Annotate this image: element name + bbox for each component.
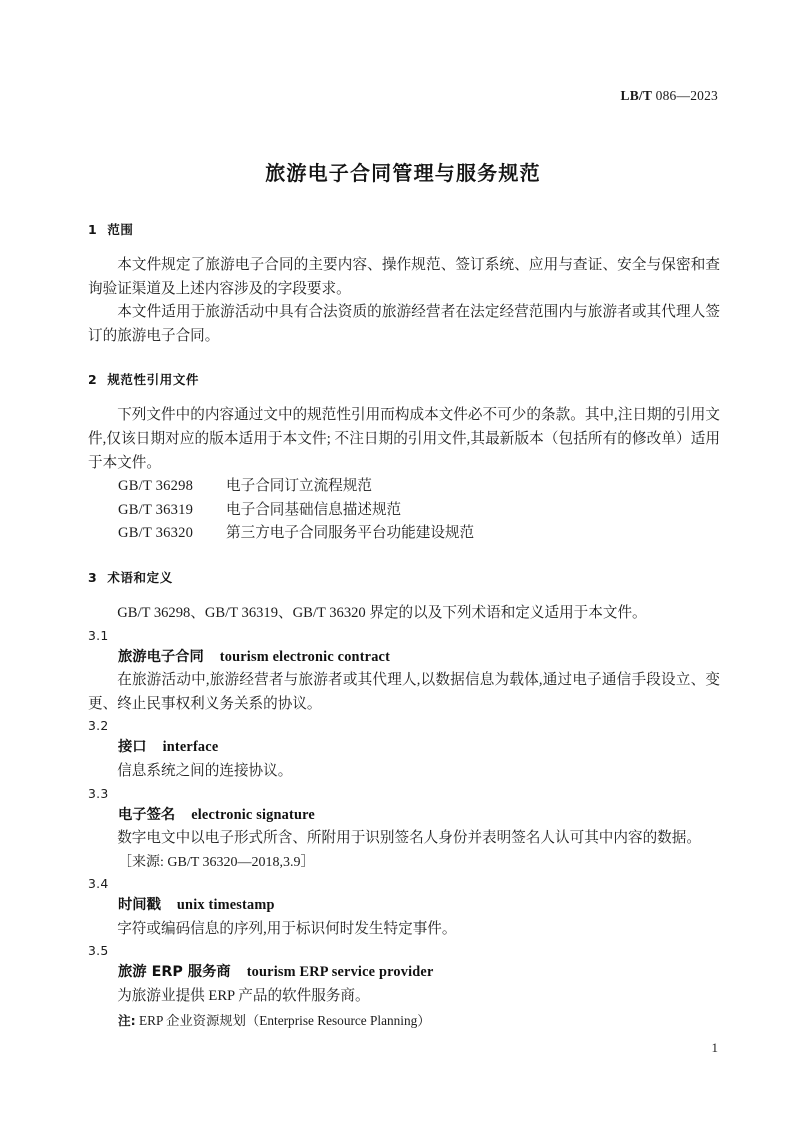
term-number: 3.5 <box>88 943 109 959</box>
term-note <box>88 1009 720 1033</box>
note-label: 注: <box>118 1012 136 1028</box>
term-number: 3.4 <box>88 876 109 892</box>
section-heading-3 <box>88 570 720 585</box>
reference-title: 电子合同订立流程规范 <box>226 478 372 495</box>
term-source-citation: ［来源: GB/T 36320—2018,3.9］ <box>118 854 315 870</box>
section-heading-1 <box>88 222 720 237</box>
term-entry-3-5 <box>88 941 720 1032</box>
term-entry-3-1 <box>88 626 720 717</box>
term-number: 3.1 <box>88 627 109 643</box>
term-number: 3.3 <box>88 785 109 801</box>
section-heading-2 <box>88 372 720 387</box>
term-definition: 数字电文中以电子形式所含、所附用于识别签名人身份并表明签名人认可其中内容的数据。 <box>117 830 701 847</box>
term-zh: 接口 <box>118 739 147 756</box>
term-heading <box>88 894 720 918</box>
term-en: unix timestamp <box>176 897 275 914</box>
term-definition: 字符或编码信息的序列,用于标识何时发生特定事件。 <box>117 920 457 937</box>
section-1-paragraph-1: 本文件规定了旅游电子合同的主要内容、操作规范、签订系统、应用与查证、安全与保密和查询验证渠道及上述内容涉及的字段要求。 <box>88 257 720 297</box>
term-entry-3-3 <box>88 784 720 875</box>
reference-id: GB/T 36298 <box>118 478 194 495</box>
section-title-3: 术语和定义 <box>107 569 173 585</box>
term-definition: 信息系统之间的连接协议。 <box>117 762 293 779</box>
term-heading <box>88 736 720 760</box>
running-header <box>88 88 718 104</box>
term-zh: 旅游 ERP 服务商 <box>118 964 231 981</box>
term-heading <box>88 804 720 828</box>
term-zh: 电子签名 <box>118 806 176 823</box>
term-definition: 为旅游业提供 ERP 产品的软件服务商。 <box>117 988 370 1005</box>
term-en: electronic signature <box>191 806 315 823</box>
term-zh: 旅游电子合同 <box>118 648 204 665</box>
standard-number: 086—2023 <box>655 88 718 103</box>
term-entry-3-2 <box>88 716 720 783</box>
term-en: tourism ERP service provider <box>246 964 434 981</box>
term-number: 3.2 <box>88 718 109 734</box>
term-heading <box>88 646 720 670</box>
section-number-3: 3 <box>88 569 98 585</box>
term-entry-3-4 <box>88 874 720 941</box>
term-en: interface <box>162 739 219 756</box>
section-title-2: 规范性引用文件 <box>107 372 200 388</box>
reference-title: 电子合同基础信息描述规范 <box>226 501 402 518</box>
term-zh: 时间戳 <box>118 897 161 914</box>
section-2-paragraph-1: 下列文件中的内容通过文中的规范性引用而构成本文件必不可少的条款。其中,注日期的引用文件,仅该日期对应的版本适用于本文件; 不注日期的引用文件,其最新版本（包括所有的修改单）适用于本文件。 <box>88 407 720 471</box>
section-number-2: 2 <box>88 372 98 388</box>
standard-prefix: LB/T <box>620 88 653 103</box>
section-1-paragraph-2: 本文件适用于旅游活动中具有合法资质的旅游经营者在法定经营范围内与旅游者或其代理人签订的旅游电子合同。 <box>88 304 720 344</box>
list-item <box>88 522 720 546</box>
term-en: tourism electronic contract <box>219 648 391 665</box>
section-number-1: 1 <box>88 222 98 237</box>
term-heading <box>88 961 720 985</box>
document-body <box>88 222 720 1032</box>
list-item <box>88 499 720 523</box>
reference-title: 第三方电子合同服务平台功能建设规范 <box>226 525 475 542</box>
note-text: ERP 企业资源规划（Enterprise Resource Planning） <box>135 1012 431 1028</box>
page-title: 旅游电子合同管理与服务规范 <box>265 161 541 185</box>
section-title-1: 范围 <box>107 222 134 237</box>
section-3-paragraph-1: GB/T 36298、GB/T 36319、GB/T 36320 界定的以及下列术语和定义适用于本文件。 <box>117 604 647 621</box>
term-definition: 在旅游活动中,旅游经营者与旅游者或其代理人,以数据信息为载体,通过电子通信手段设立、变更、终止民事权利义务关系的协议。 <box>88 672 720 712</box>
page-number: 1 <box>711 1040 718 1055</box>
reference-id: GB/T 36319 <box>118 501 194 518</box>
normative-reference-list <box>88 475 720 546</box>
reference-id: GB/T 36320 <box>118 525 194 542</box>
list-item <box>88 475 720 499</box>
